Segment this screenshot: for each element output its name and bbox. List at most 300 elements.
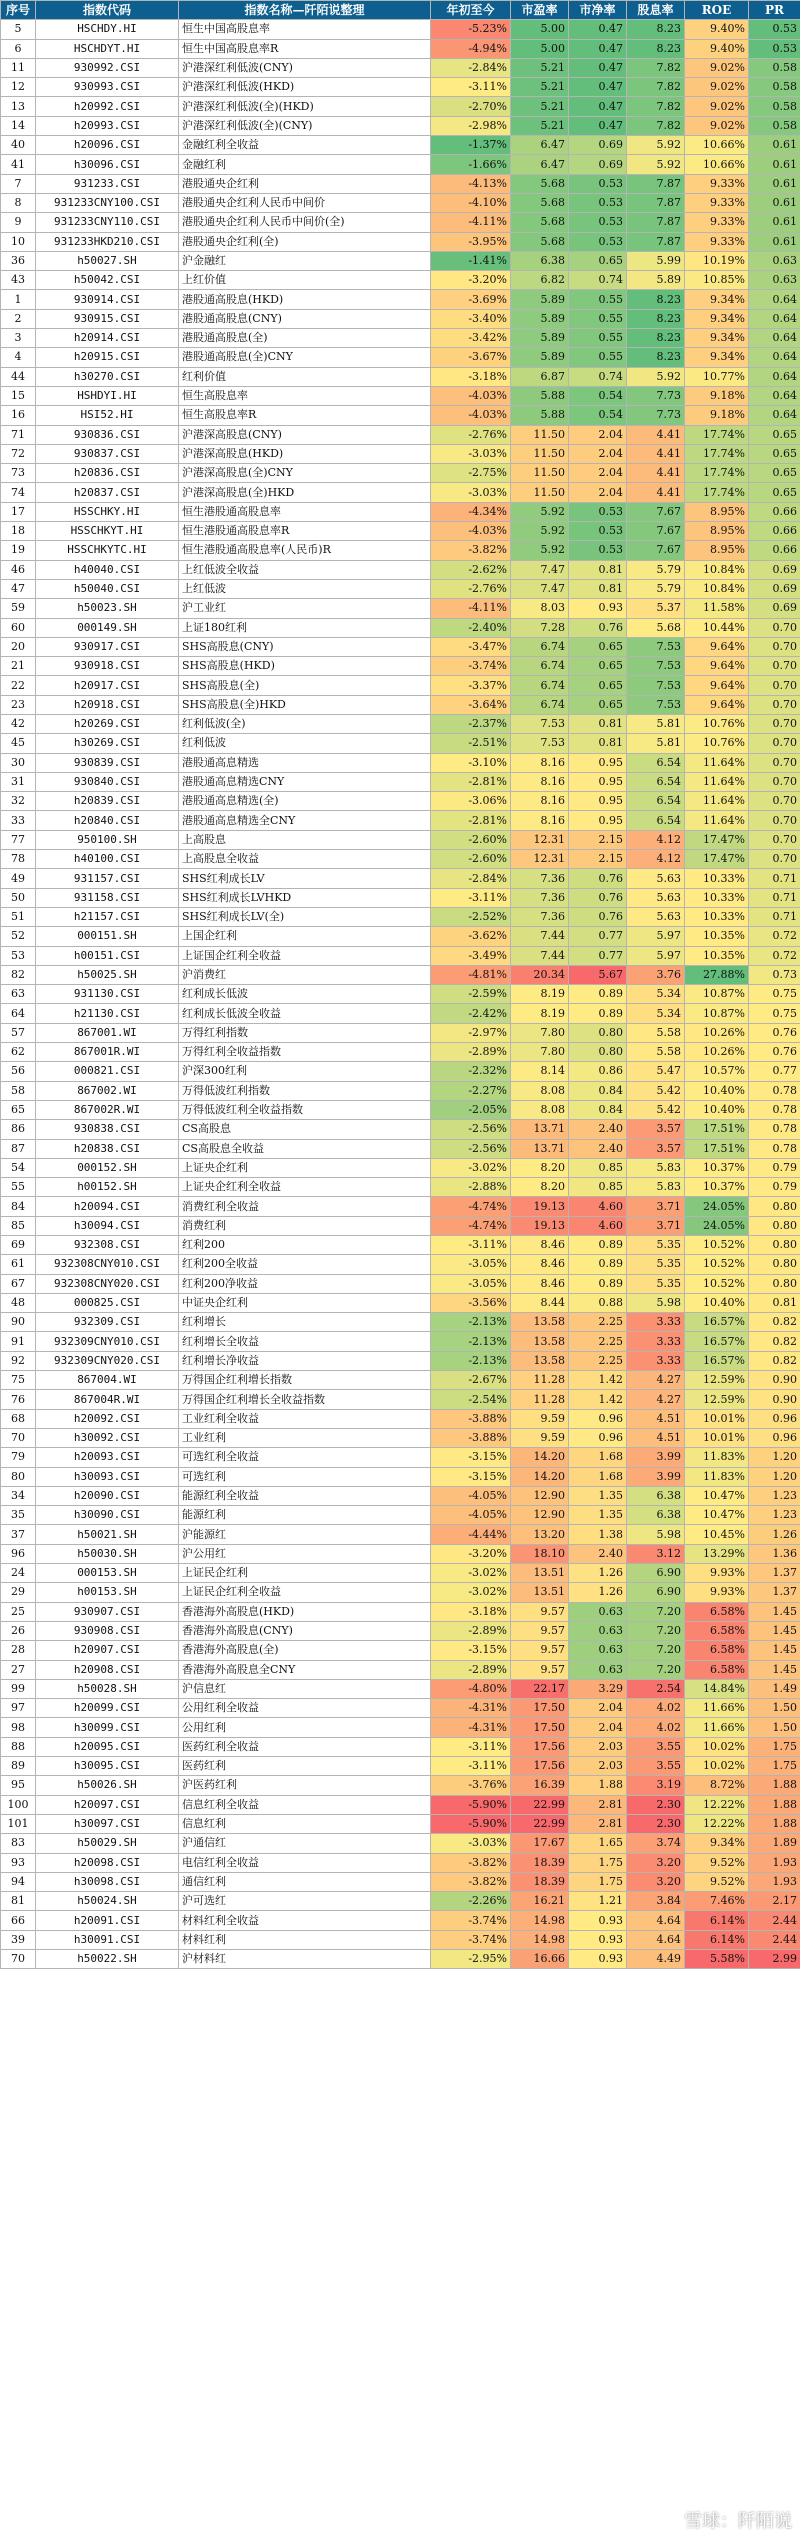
cell-pe: 9.57 — [511, 1641, 569, 1660]
cell-ytd: -5.90% — [431, 1814, 511, 1833]
cell-pr: 0.82 — [749, 1351, 800, 1370]
cell-pr: 0.61 — [749, 193, 800, 212]
cell-seq: 71 — [1, 425, 36, 444]
table-row — [1, 39, 800, 58]
cell-dividend-yield: 7.87 — [627, 232, 685, 251]
table-row — [1, 1100, 800, 1119]
cell-roe: 10.33% — [685, 888, 749, 907]
cell-pr: 0.58 — [749, 58, 800, 77]
cell-pr: 0.71 — [749, 907, 800, 926]
cell-name: SHS高股息(全)HKD — [179, 695, 431, 714]
cell-ytd: -2.60% — [431, 850, 511, 869]
cell-name: 万得国企红利增长全收益指数 — [179, 1390, 431, 1409]
cell-roe: 9.02% — [685, 97, 749, 116]
table-row — [1, 1737, 800, 1756]
cell-code: 000153.SH — [36, 1564, 179, 1583]
cell-roe: 11.64% — [685, 811, 749, 830]
cell-seq: 78 — [1, 850, 36, 869]
cell-roe: 10.02% — [685, 1757, 749, 1776]
table-row — [1, 850, 800, 869]
cell-pr: 0.77 — [749, 1062, 800, 1081]
cell-roe: 11.66% — [685, 1718, 749, 1737]
table-row — [1, 502, 800, 521]
cell-ytd: -2.56% — [431, 1120, 511, 1139]
table-row — [1, 985, 800, 1004]
cell-roe: 6.58% — [685, 1602, 749, 1621]
cell-pe: 5.21 — [511, 97, 569, 116]
cell-name: 红利价值 — [179, 367, 431, 386]
cell-seq: 56 — [1, 1062, 36, 1081]
cell-roe: 14.84% — [685, 1679, 749, 1698]
cell-pb: 1.75 — [569, 1853, 627, 1872]
cell-name: 上高股息 — [179, 830, 431, 849]
cell-pb: 1.68 — [569, 1467, 627, 1486]
cell-dividend-yield: 5.79 — [627, 579, 685, 598]
cell-ytd: -2.76% — [431, 579, 511, 598]
cell-roe: 6.14% — [685, 1911, 749, 1930]
cell-seq: 13 — [1, 97, 36, 116]
cell-name: 沪深300红利 — [179, 1062, 431, 1081]
cell-code: h50028.SH — [36, 1679, 179, 1698]
cell-code: h20096.CSI — [36, 136, 179, 155]
cell-seq: 57 — [1, 1023, 36, 1042]
cell-name: 可选红利全收益 — [179, 1448, 431, 1467]
cell-pb: 0.53 — [569, 502, 627, 521]
cell-pb: 0.63 — [569, 1602, 627, 1621]
cell-pr: 0.64 — [749, 309, 800, 328]
cell-name: 金融红利 — [179, 155, 431, 174]
cell-ytd: -3.74% — [431, 657, 511, 676]
table-row — [1, 1158, 800, 1177]
cell-seq: 97 — [1, 1699, 36, 1718]
cell-name: 恒生高股息率 — [179, 386, 431, 405]
cell-dividend-yield: 5.83 — [627, 1158, 685, 1177]
cell-name: 能源红利 — [179, 1506, 431, 1525]
cell-pr: 0.78 — [749, 1081, 800, 1100]
table-row — [1, 1602, 800, 1621]
cell-ytd: -3.49% — [431, 946, 511, 965]
cell-ytd: -2.75% — [431, 464, 511, 483]
cell-roe: 9.02% — [685, 78, 749, 97]
table-row — [1, 271, 800, 290]
table-row — [1, 251, 800, 270]
cell-pe: 22.99 — [511, 1795, 569, 1814]
cell-ytd: -3.88% — [431, 1409, 511, 1428]
table-row — [1, 1641, 800, 1660]
cell-dividend-yield: 3.55 — [627, 1757, 685, 1776]
table-row — [1, 1448, 800, 1467]
table-row — [1, 1120, 800, 1139]
cell-roe: 9.34% — [685, 309, 749, 328]
cell-pb: 2.25 — [569, 1351, 627, 1370]
table-row — [1, 599, 800, 618]
table-row — [1, 1583, 800, 1602]
cell-pr: 0.70 — [749, 811, 800, 830]
cell-code: h30094.CSI — [36, 1216, 179, 1235]
cell-pb: 0.47 — [569, 58, 627, 77]
cell-name: 沪港深高股息(CNY) — [179, 425, 431, 444]
cell-seq: 87 — [1, 1139, 36, 1158]
cell-ytd: -3.11% — [431, 1757, 511, 1776]
cell-roe: 10.33% — [685, 869, 749, 888]
cell-dividend-yield: 8.23 — [627, 348, 685, 367]
cell-name: 电信红利全收益 — [179, 1853, 431, 1872]
cell-pr: 1.93 — [749, 1853, 800, 1872]
cell-pb: 0.65 — [569, 251, 627, 270]
cell-code: h20917.CSI — [36, 676, 179, 695]
cell-pr: 0.64 — [749, 290, 800, 309]
cell-name: 沪信息红 — [179, 1679, 431, 1698]
cell-roe: 17.51% — [685, 1120, 749, 1139]
cell-pe: 7.36 — [511, 869, 569, 888]
cell-pb: 2.40 — [569, 1544, 627, 1563]
cell-name: 红利增长 — [179, 1313, 431, 1332]
cell-pe: 11.28 — [511, 1390, 569, 1409]
cell-code: 931233CNY100.CSI — [36, 193, 179, 212]
table-row — [1, 367, 800, 386]
cell-pe: 11.28 — [511, 1371, 569, 1390]
cell-roe: 17.74% — [685, 464, 749, 483]
cell-code: h20839.CSI — [36, 792, 179, 811]
cell-code: h20091.CSI — [36, 1911, 179, 1930]
cell-dividend-yield: 7.53 — [627, 637, 685, 656]
cell-ytd: -4.34% — [431, 502, 511, 521]
cell-pr: 0.75 — [749, 1004, 800, 1023]
cell-pr: 0.73 — [749, 965, 800, 984]
table-row — [1, 1255, 800, 1274]
cell-pr: 0.80 — [749, 1216, 800, 1235]
cell-code: 867001R.WI — [36, 1043, 179, 1062]
cell-roe: 8.95% — [685, 522, 749, 541]
cell-seq: 43 — [1, 271, 36, 290]
cell-seq: 98 — [1, 1718, 36, 1737]
cell-roe: 11.64% — [685, 772, 749, 791]
cell-roe: 9.64% — [685, 695, 749, 714]
cell-code: h50042.CSI — [36, 271, 179, 290]
cell-ytd: -3.20% — [431, 1544, 511, 1563]
cell-seq: 41 — [1, 155, 36, 174]
table-row — [1, 1795, 800, 1814]
cell-seq: 84 — [1, 1197, 36, 1216]
cell-seq: 30 — [1, 753, 36, 772]
cell-ytd: -2.13% — [431, 1351, 511, 1370]
cell-roe: 12.22% — [685, 1795, 749, 1814]
cell-roe: 9.34% — [685, 329, 749, 348]
cell-pe: 5.00 — [511, 20, 569, 39]
table-row — [1, 386, 800, 405]
cell-pb: 0.47 — [569, 116, 627, 135]
cell-code: h20097.CSI — [36, 1795, 179, 1814]
cell-seq: 65 — [1, 1100, 36, 1119]
cell-code: h20992.CSI — [36, 97, 179, 116]
cell-pr: 0.78 — [749, 1120, 800, 1139]
cell-pe: 14.98 — [511, 1930, 569, 1949]
cell-roe: 10.44% — [685, 618, 749, 637]
cell-ytd: -1.37% — [431, 136, 511, 155]
cell-dividend-yield: 3.84 — [627, 1892, 685, 1911]
cell-name: 能源红利全收益 — [179, 1486, 431, 1505]
cell-roe: 9.64% — [685, 676, 749, 695]
cell-name: 万得红利全收益指数 — [179, 1043, 431, 1062]
cell-seq: 18 — [1, 522, 36, 541]
cell-pr: 0.61 — [749, 232, 800, 251]
cell-name: 恒生中国高股息率 — [179, 20, 431, 39]
cell-seq: 45 — [1, 734, 36, 753]
cell-pr: 1.37 — [749, 1564, 800, 1583]
cell-seq: 88 — [1, 1737, 36, 1756]
cell-seq: 22 — [1, 676, 36, 695]
cell-roe: 9.34% — [685, 290, 749, 309]
header-pr: PR — [749, 1, 800, 20]
cell-dividend-yield: 5.34 — [627, 1004, 685, 1023]
cell-dividend-yield: 3.20 — [627, 1872, 685, 1891]
cell-code: HSSCHKYT.HI — [36, 522, 179, 541]
cell-name: 万得低波红利指数 — [179, 1081, 431, 1100]
table-row — [1, 541, 800, 560]
cell-seq: 46 — [1, 560, 36, 579]
cell-dividend-yield: 4.27 — [627, 1371, 685, 1390]
cell-ytd: -3.74% — [431, 1930, 511, 1949]
table-body — [1, 20, 800, 1969]
cell-pr: 0.53 — [749, 39, 800, 58]
cell-dividend-yield: 3.33 — [627, 1332, 685, 1351]
table-row — [1, 1351, 800, 1370]
table-row — [1, 869, 800, 888]
table-row — [1, 1834, 800, 1853]
cell-name: SHS红利成长LVHKD — [179, 888, 431, 907]
cell-ytd: -3.37% — [431, 676, 511, 695]
cell-roe: 10.02% — [685, 1737, 749, 1756]
cell-pb: 0.89 — [569, 1004, 627, 1023]
cell-seq: 14 — [1, 116, 36, 135]
cell-seq: 23 — [1, 695, 36, 714]
table-row — [1, 1699, 800, 1718]
cell-roe: 16.57% — [685, 1313, 749, 1332]
cell-name: 上红价值 — [179, 271, 431, 290]
cell-seq: 82 — [1, 965, 36, 984]
cell-pr: 0.69 — [749, 599, 800, 618]
table-row — [1, 213, 800, 232]
cell-roe: 10.26% — [685, 1043, 749, 1062]
cell-code: 931233HKD210.CSI — [36, 232, 179, 251]
cell-dividend-yield: 5.97 — [627, 927, 685, 946]
cell-dividend-yield: 5.68 — [627, 618, 685, 637]
cell-pb: 0.77 — [569, 946, 627, 965]
cell-pb: 1.21 — [569, 1892, 627, 1911]
cell-code: h40040.CSI — [36, 560, 179, 579]
cell-code: h30093.CSI — [36, 1467, 179, 1486]
table-row — [1, 1892, 800, 1911]
cell-pe: 6.74 — [511, 695, 569, 714]
cell-ytd: -2.26% — [431, 1892, 511, 1911]
cell-seq: 12 — [1, 78, 36, 97]
cell-seq: 64 — [1, 1004, 36, 1023]
cell-name: 上证180红利 — [179, 618, 431, 637]
cell-ytd: -2.13% — [431, 1313, 511, 1332]
cell-pb: 0.95 — [569, 772, 627, 791]
cell-seq: 31 — [1, 772, 36, 791]
cell-name: 沪港深红利低波(HKD) — [179, 78, 431, 97]
cell-dividend-yield: 8.23 — [627, 39, 685, 58]
cell-name: 通信红利 — [179, 1872, 431, 1891]
cell-pb: 2.04 — [569, 1699, 627, 1718]
table-row — [1, 309, 800, 328]
cell-roe: 9.52% — [685, 1853, 749, 1872]
cell-code: h20092.CSI — [36, 1409, 179, 1428]
cell-ytd: -3.11% — [431, 78, 511, 97]
cell-pe: 8.46 — [511, 1274, 569, 1293]
cell-pe: 13.51 — [511, 1583, 569, 1602]
cell-pe: 5.89 — [511, 309, 569, 328]
cell-ytd: -4.11% — [431, 213, 511, 232]
cell-ytd: -3.11% — [431, 1737, 511, 1756]
cell-pb: 0.93 — [569, 1949, 627, 1968]
cell-ytd: -2.56% — [431, 1139, 511, 1158]
cell-dividend-yield: 5.42 — [627, 1100, 685, 1119]
cell-pb: 0.53 — [569, 232, 627, 251]
cell-pe: 12.31 — [511, 830, 569, 849]
cell-dividend-yield: 7.20 — [627, 1621, 685, 1640]
table-row — [1, 1949, 800, 1968]
cell-code: 930908.CSI — [36, 1621, 179, 1640]
cell-code: 931158.CSI — [36, 888, 179, 907]
cell-seq: 48 — [1, 1293, 36, 1312]
cell-seq: 92 — [1, 1351, 36, 1370]
cell-pb: 2.03 — [569, 1757, 627, 1776]
table-row — [1, 1506, 800, 1525]
cell-seq: 6 — [1, 39, 36, 58]
cell-dividend-yield: 4.02 — [627, 1699, 685, 1718]
cell-name: 恒生港股通高股息率R — [179, 522, 431, 541]
cell-name: 工业红利全收益 — [179, 1409, 431, 1428]
cell-pe: 8.20 — [511, 1158, 569, 1177]
cell-dividend-yield: 5.34 — [627, 985, 685, 1004]
cell-dividend-yield: 3.71 — [627, 1216, 685, 1235]
cell-ytd: -4.31% — [431, 1718, 511, 1737]
cell-ytd: -3.82% — [431, 541, 511, 560]
cell-pe: 5.88 — [511, 386, 569, 405]
cell-code: h50040.CSI — [36, 579, 179, 598]
cell-pe: 6.38 — [511, 251, 569, 270]
cell-dividend-yield: 2.30 — [627, 1795, 685, 1814]
cell-ytd: -4.74% — [431, 1197, 511, 1216]
cell-dividend-yield: 4.12 — [627, 850, 685, 869]
cell-roe: 7.46% — [685, 1892, 749, 1911]
cell-pr: 1.37 — [749, 1583, 800, 1602]
cell-ytd: -3.88% — [431, 1428, 511, 1447]
cell-code: 000151.SH — [36, 927, 179, 946]
cell-pe: 11.50 — [511, 425, 569, 444]
cell-roe: 10.40% — [685, 1100, 749, 1119]
table-row — [1, 1409, 800, 1428]
cell-seq: 66 — [1, 1911, 36, 1930]
table-row — [1, 97, 800, 116]
cell-pr: 0.79 — [749, 1158, 800, 1177]
cell-seq: 69 — [1, 1236, 36, 1255]
cell-roe: 10.76% — [685, 714, 749, 733]
cell-pe: 7.36 — [511, 907, 569, 926]
table-row — [1, 1486, 800, 1505]
cell-pb: 0.85 — [569, 1158, 627, 1177]
cell-roe: 9.18% — [685, 406, 749, 425]
cell-pr: 1.75 — [749, 1757, 800, 1776]
table-row — [1, 1274, 800, 1293]
cell-pb: 2.81 — [569, 1814, 627, 1833]
cell-roe: 6.58% — [685, 1641, 749, 1660]
cell-seq: 86 — [1, 1120, 36, 1139]
cell-pr: 2.17 — [749, 1892, 800, 1911]
cell-pb: 2.03 — [569, 1737, 627, 1756]
cell-pb: 0.81 — [569, 714, 627, 733]
table-row — [1, 1023, 800, 1042]
table-row — [1, 1004, 800, 1023]
cell-dividend-yield: 3.33 — [627, 1351, 685, 1370]
cell-pb: 1.42 — [569, 1390, 627, 1409]
cell-roe: 10.47% — [685, 1506, 749, 1525]
cell-ytd: -3.11% — [431, 888, 511, 907]
cell-code: h21157.CSI — [36, 907, 179, 926]
cell-name: SHS高股息(HKD) — [179, 657, 431, 676]
cell-roe: 9.93% — [685, 1583, 749, 1602]
cell-pr: 0.64 — [749, 348, 800, 367]
table-row — [1, 792, 800, 811]
cell-name: 公用红利全收益 — [179, 1699, 431, 1718]
cell-name: 红利成长低波全收益 — [179, 1004, 431, 1023]
cell-pe: 13.51 — [511, 1564, 569, 1583]
cell-pr: 0.80 — [749, 1255, 800, 1274]
cell-ytd: -4.11% — [431, 599, 511, 618]
cell-name: 港股通央企红利(全) — [179, 232, 431, 251]
cell-pr: 1.50 — [749, 1699, 800, 1718]
cell-dividend-yield: 3.19 — [627, 1776, 685, 1795]
table-row — [1, 1293, 800, 1312]
cell-pr: 0.66 — [749, 522, 800, 541]
cell-ytd: -2.89% — [431, 1621, 511, 1640]
cell-roe: 27.88% — [685, 965, 749, 984]
table-row — [1, 1043, 800, 1062]
cell-pb: 0.93 — [569, 599, 627, 618]
cell-name: 恒生港股通高股息率 — [179, 502, 431, 521]
cell-dividend-yield: 5.35 — [627, 1255, 685, 1274]
cell-code: h50030.SH — [36, 1544, 179, 1563]
cell-seq: 16 — [1, 406, 36, 425]
header-row — [1, 1, 800, 20]
cell-name: 沪材料红 — [179, 1949, 431, 1968]
cell-pb: 5.67 — [569, 965, 627, 984]
cell-name: CS高股息 — [179, 1120, 431, 1139]
cell-pe: 8.19 — [511, 1004, 569, 1023]
cell-pb: 0.55 — [569, 309, 627, 328]
cell-seq: 15 — [1, 386, 36, 405]
cell-name: 沪港深红利低波(全)(CNY) — [179, 116, 431, 135]
cell-code: h20837.CSI — [36, 483, 179, 502]
cell-pr: 0.70 — [749, 618, 800, 637]
table-row — [1, 1544, 800, 1563]
cell-dividend-yield: 5.47 — [627, 1062, 685, 1081]
cell-name: SHS高股息(全) — [179, 676, 431, 695]
table-row — [1, 753, 800, 772]
cell-code: 932308CNY010.CSI — [36, 1255, 179, 1274]
cell-code: h50023.SH — [36, 599, 179, 618]
cell-dividend-yield: 5.63 — [627, 869, 685, 888]
cell-pe: 6.74 — [511, 657, 569, 676]
cell-pr: 0.70 — [749, 695, 800, 714]
cell-code: h20090.CSI — [36, 1486, 179, 1505]
table-row — [1, 1660, 800, 1679]
table-row — [1, 1814, 800, 1833]
cell-code: h30095.CSI — [36, 1757, 179, 1776]
cell-dividend-yield: 7.73 — [627, 406, 685, 425]
